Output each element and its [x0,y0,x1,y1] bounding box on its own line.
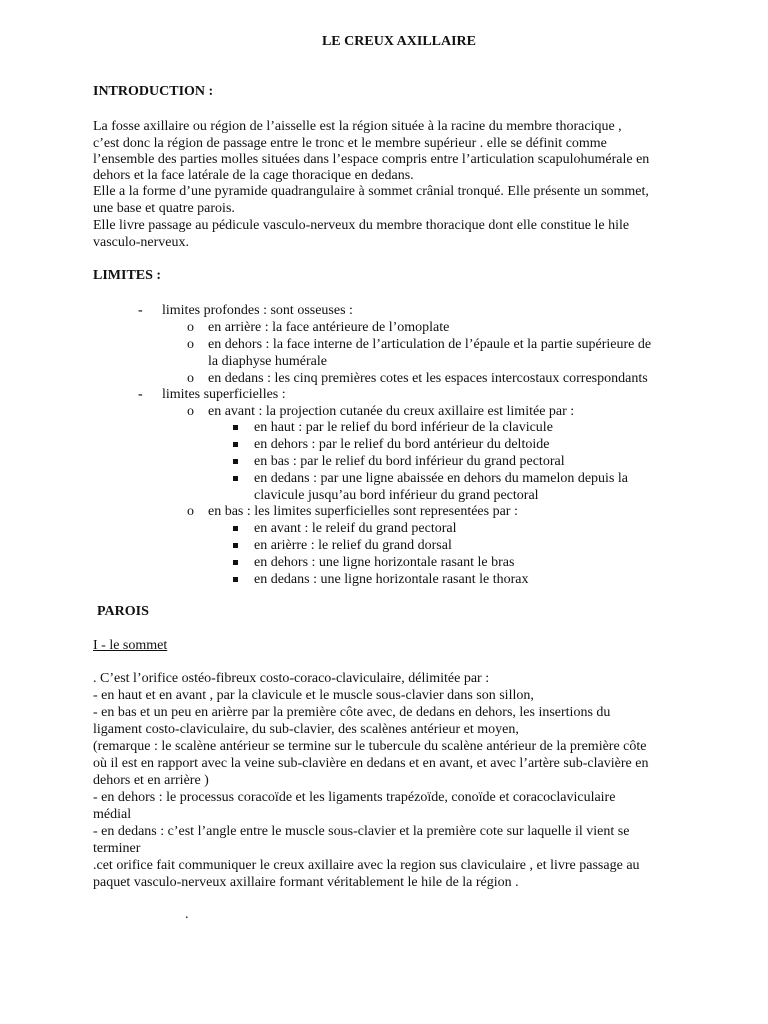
circle-bullet: o [187,404,194,419]
square-bullet [233,442,238,447]
list-item: en dedans : les cinq premières cotes et les espaces intercostaux correspondants [208,371,648,386]
sommet-line: (remarque : le scalène antérieur se termine sur le tubercule du scalène antérieur de la première côte [93,739,647,754]
square-bullet [233,526,238,531]
document-title: LE CREUX AXILLAIRE [321,34,477,49]
intro-line: Elle a la forme d’une pyramide quadrangulaire à sommet crânial tronqué. Elle présente un sommet, [93,184,649,199]
circle-bullet: o [187,337,194,352]
square-bullet [233,476,238,481]
list-item: en arrière : la face antérieure de l’omoplate [208,320,450,335]
sommet-line: - en haut et en avant , par la clavicule et le muscle sous-clavier dans son sillon, [93,688,534,703]
sommet-line: terminer [93,841,141,856]
list-item: en haut : par le relief du bord inférieur de la clavicule [254,420,553,435]
introduction-heading: INTRODUCTION : [93,84,214,99]
dash-bullet: - [138,303,143,318]
square-bullet [233,459,238,464]
list-item: en dedans : une ligne horizontale rasant le thorax [254,572,529,587]
intro-line: vasculo-nerveux. [93,235,190,250]
sommet-line: où il est en rapport avec la veine sub-clavière en dedans et en avant, et avec l’artère sub-clavière en [93,756,649,771]
list-item: en dehors : par le relief du bord antérieur du deltoide [254,437,550,452]
trailing-dot: . [185,907,189,922]
parois-heading: PAROIS [97,604,149,619]
sommet-heading: I - le sommet [93,638,168,653]
square-bullet [233,560,238,565]
intro-line: Elle livre passage au pédicule vasculo-nerveux du membre thoracique dont elle constitue le hile [93,218,630,233]
list-item: en dehors : la face interne de l’articulation de l’épaule et la partie supérieure de [208,337,652,352]
sommet-line: - en bas et un peu en arièrre par la première côte avec, de dedans en dehors, les insertions du [93,705,611,720]
list-item: en dehors : une ligne horizontale rasant le bras [254,555,515,570]
intro-line: c’est donc la région de passage entre le tronc et le membre supérieur . elle se définit comme [93,136,607,151]
intro-line: une base et quatre parois. [93,201,235,216]
intro-line: dehors et la face latérale de la cage thoracique en dedans. [93,168,414,183]
limites-profondes-label: limites profondes : sont osseuses : [162,303,353,318]
sommet-line: dehors et en arrière ) [93,773,209,788]
square-bullet [233,425,238,430]
list-item: en dedans : par une ligne abaissée en dehors du mamelon depuis la [254,471,628,486]
square-bullet [233,577,238,582]
intro-line: l’ensemble des parties molles situées dans l’espace compris entre l’articulation scapulohumérale en [93,152,650,167]
list-item: en avant : le releif du grand pectoral [254,521,457,536]
dash-bullet: - [138,387,143,402]
circle-bullet: o [187,320,194,335]
circle-bullet: o [187,371,194,386]
sommet-line: médial [93,807,132,822]
sommet-line: .cet orifice fait communiquer le creux axillaire avec la region sus claviculaire , et livre passage au [93,858,640,873]
limites-heading: LIMITES : [93,268,162,283]
list-item: en avant : la projection cutanée du creux axillaire est limitée par : [208,404,575,419]
list-item: en bas : par le relief du bord inférieur du grand pectoral [254,454,565,469]
limites-superficielles-label: limites superficielles : [162,387,286,402]
list-item-continuation: la diaphyse humérale [208,354,327,369]
circle-bullet: o [187,504,194,519]
intro-line: La fosse axillaire ou région de l’aisselle est la région située à la racine du membre thoracique , [93,119,622,134]
sommet-line: paquet vasculo-nerveux axillaire formant véritablement le hile de la région . [93,875,519,890]
list-item: en arièrre : le relief du grand dorsal [254,538,452,553]
list-item: en bas : les limites superficielles sont representées par : [208,504,518,519]
sommet-line: - en dehors : le processus coracoïde et les ligaments trapézoïde, conoïde et coracoclaviculaire [93,790,616,805]
sommet-line: - en dedans : c’est l’angle entre le muscle sous-clavier et la première cote sur laquelle il vient se [93,824,630,839]
sommet-line: . C’est l’orifice ostéo-fibreux costo-coraco-claviculaire, délimitée par : [93,671,490,686]
square-bullet [233,543,238,548]
sommet-line: ligament costo-claviculaire, du sub-clavier, des scalènes antérieur et moyen, [93,722,519,737]
list-item-continuation: clavicule jusqu’au bord inférieur du grand pectoral [254,488,539,503]
